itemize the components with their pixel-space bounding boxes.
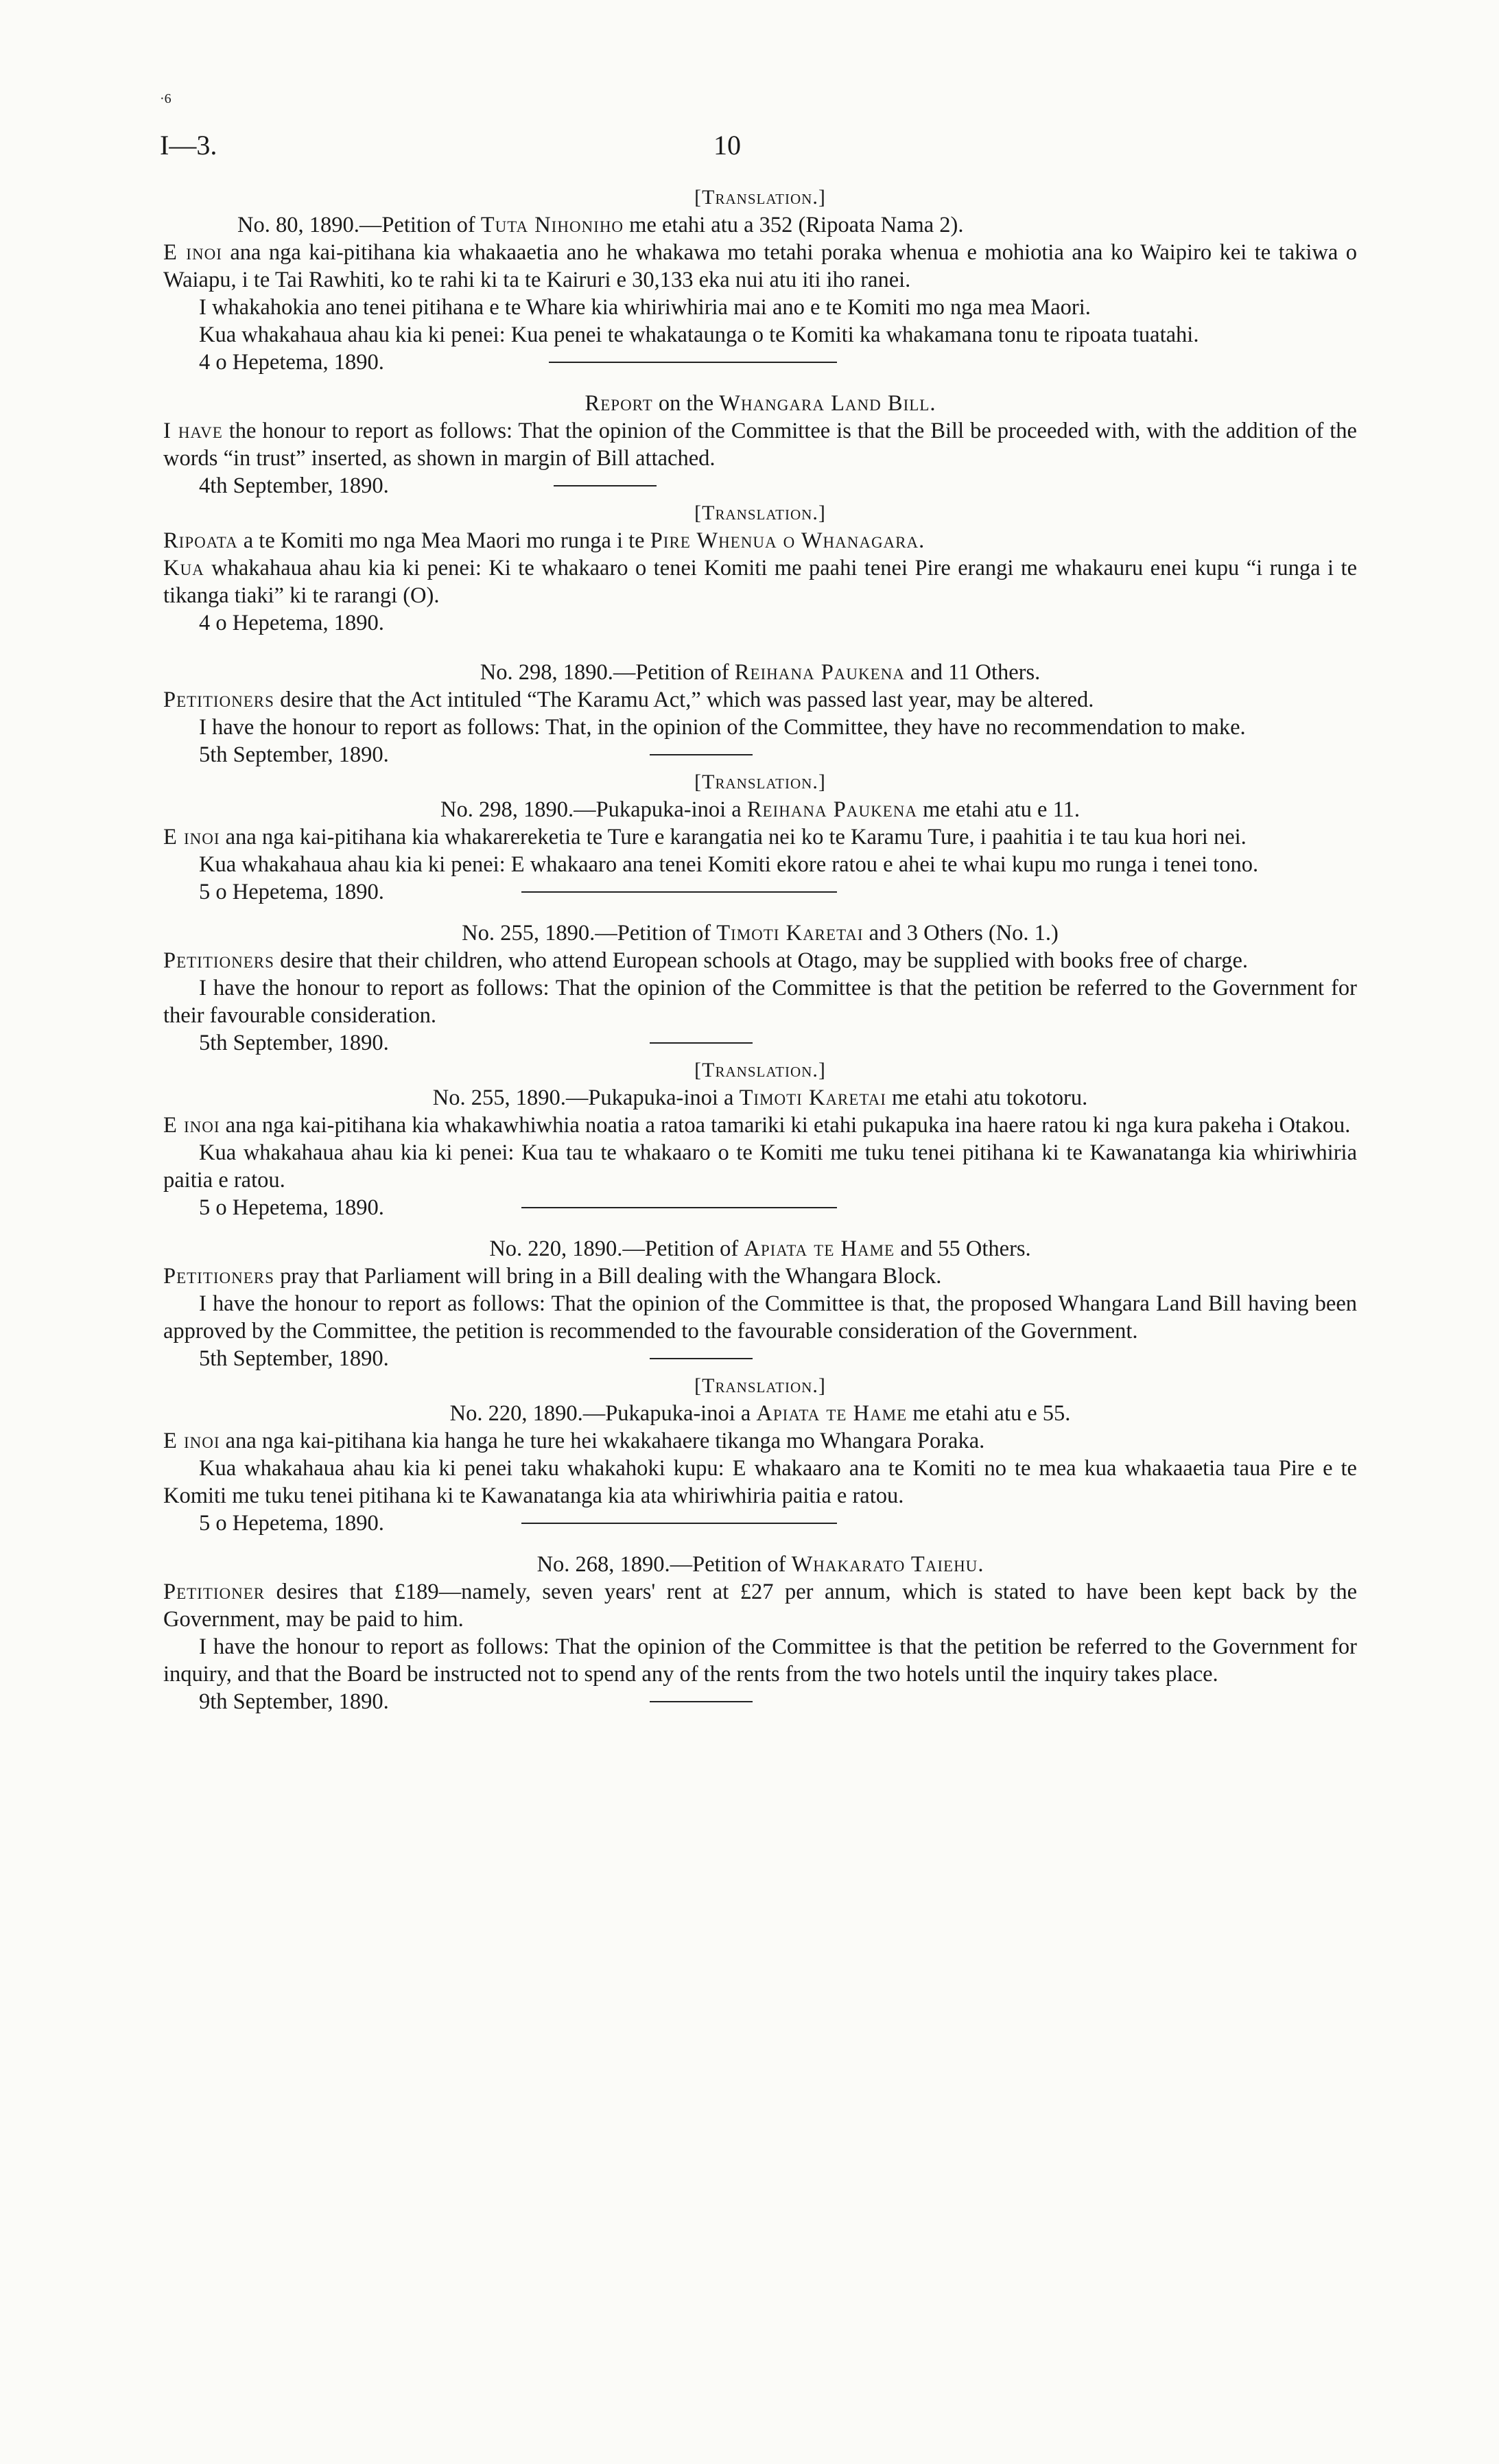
petition-body: Petitioners desire that the Act intituled “The Karamu Act,” which was passed last year, may be altered. xyxy=(163,688,1094,712)
date-rule xyxy=(521,1523,837,1524)
translation-date: 4 o Hepetema, 1890. xyxy=(199,611,384,635)
date-rule xyxy=(650,1701,753,1702)
petition-note: I whakahokia ano tenei pitihana e te Whare kia whiriwhiria mai ano e te Komiti mo nga mea Maori. xyxy=(199,295,1091,320)
translation-label: [Translation.] xyxy=(694,186,826,209)
translation-label: [Translation.] xyxy=(694,1059,826,1081)
translation-heading: No. 220, 1890.—Pukapuka-inoi a Apiata te Hame me etahi atu e 55. xyxy=(449,1401,1071,1426)
date-rule xyxy=(549,362,837,363)
report-body: I have the honour to report as follows: That the opinion of the Committee is that the Bill be proceeded with, with the addition of the words “in trust” inserted, as shown in margin of Bill attached. xyxy=(163,419,1357,471)
petition-body: Petitioners desire that their children, who attend European schools at Otago, may be supplied with books free of charge. xyxy=(163,948,1249,973)
committee-report: I have the honour to report as follows: That the opinion of the Committee is that the petition be referred to the Government for their favourable consideration. xyxy=(163,976,1357,1028)
date-rule xyxy=(554,485,657,486)
petition-heading: No. 255, 1890.—Petition of Timoti Karetai and 3 Others (No. 1.) xyxy=(462,921,1059,946)
report-date: 5th September, 1890. xyxy=(199,1345,1357,1372)
committee-report: I have the honour to report as follows: That the opinion of the Committee is that, the proposed Whangara Land Bill having been approved by the Committee, the petition is recommended to the favourable consideration of the Government. xyxy=(163,1291,1357,1344)
petition-220-section xyxy=(163,1235,1357,1537)
petition-268-section xyxy=(163,1551,1357,1715)
translation-date: 5 o Hepetema, 1890. xyxy=(199,1194,1357,1221)
petition-heading: No. 268, 1890.—Petition of Whakarato Taiehu. xyxy=(536,1552,984,1577)
petition-heading: No. 220, 1890.—Petition of Apiata te Hame and 55 Others. xyxy=(489,1236,1031,1261)
date-rule xyxy=(650,1358,753,1359)
whangara-report-section xyxy=(163,390,1357,637)
petition-255-section xyxy=(163,919,1357,1221)
translation-body: E inoi ana nga kai-pitihana kia whakawhiwhia noatia a ratoa tamariki ki etahi pukapuka ina haere ratou ki nga kura pakeha i Otakou. xyxy=(163,1113,1351,1138)
translation-report: Kua whakahaua ahau kia ki penei: E whakaaro ana tenei Komiti ekore ratou e ahei te whai kupu mo runga i tenei tono. xyxy=(199,852,1259,877)
document-body xyxy=(163,184,1357,1715)
report-date: 4th September, 1890. xyxy=(199,472,1357,500)
translation-date: 5 o Hepetema, 1890. xyxy=(199,878,1357,906)
petition-heading: No. 80, 1890.—Petition of Tuta Nihoniho me etahi atu a 352 (Ripoata Nama 2). xyxy=(237,213,964,237)
petition-body: E inoi ana nga kai-pitihana kia whakaaetia ano he whakawa mo tetahi poraka whenua e mohiotia ana ko Waipiro kei te takiwa o Waiapu, i te Tai Rawhiti, ko te rahi ki ta te Kairuri e 30,133 eka nui atu iti iho ranei. xyxy=(163,240,1358,292)
translation-heading: Ripoata a te Komiti mo nga Mea Maori mo runga i te Pire Whenua o Whanagara. xyxy=(163,528,925,553)
petition-298-section xyxy=(163,659,1357,906)
committee-report: Kua whakahaua ahau kia ki penei: Kua penei te whakataunga o te Komiti ka whakamana tonu te ripoata tuatahi. xyxy=(199,322,1199,347)
report-date: 5th September, 1890. xyxy=(199,1029,1357,1057)
translation-report: Kua whakahaua ahau kia ki penei: Kua tau te whakaaro o te Komiti me tuku tenei pitihana ki te Kawanatanga kia whiriwhiria paitia e ratou. xyxy=(163,1140,1357,1193)
translation-body: E inoi ana nga kai-pitihana kia hanga he ture hei wkakahaere tikanga mo Whangara Poraka. xyxy=(163,1429,985,1453)
document-reference: I—3. xyxy=(160,130,217,161)
translation-body: E inoi ana nga kai-pitihana kia whakarereketia te Ture e karangatia nei ko te Karamu Ture, i paahitia i te tau kua hori nei. xyxy=(163,825,1247,849)
petition-body: Petitioners pray that Parliament will bring in a Bill dealing with the Whangara Block. xyxy=(163,1264,942,1289)
translation-label: [Translation.] xyxy=(694,502,826,524)
report-date: 5th September, 1890. xyxy=(199,741,1357,768)
petition-heading: No. 298, 1890.—Petition of Reihana Paukena and 11 Others. xyxy=(480,660,1041,685)
committee-report: I have the honour to report as follows: That, in the opinion of the Committee, they have no recommendation to make. xyxy=(199,715,1246,740)
translation-heading: No. 255, 1890.—Pukapuka-inoi a Timoti Karetai me etahi atu tokotoru. xyxy=(432,1086,1088,1110)
committee-report: I have the honour to report as follows: That the opinion of the Committee is that the petition be referred to the Government for inquiry, and that the Board be instructed not to spend any of the rents from the two hotels until the inquiry takes place. xyxy=(163,1634,1357,1687)
petition-body: Petitioner desires that £189—namely, seven years' rent at £27 per annum, which is stated to have been kept back by the Government, may be paid to him. xyxy=(163,1580,1357,1632)
date-rule xyxy=(521,891,837,893)
translation-label: [Translation.] xyxy=(694,1374,826,1397)
translation-date: 5 o Hepetema, 1890. xyxy=(199,1510,1357,1537)
translation-label: [Translation.] xyxy=(694,771,826,793)
report-heading: Report on the Whangara Land Bill. xyxy=(585,391,936,416)
translation-body: Kua whakahaua ahau kia ki penei: Ki te whakaaro o tenei Komiti me paahi tenei Pire erangi me whakauru enei kupu “i runga i te tikanga tiaki” ki te rarangi (O). xyxy=(163,556,1357,608)
translation-heading: No. 298, 1890.—Pukapuka-inoi a Reihana Paukena me etahi atu e 11. xyxy=(440,797,1080,822)
date-rule xyxy=(650,1042,753,1044)
page-number: 10 xyxy=(713,130,741,161)
report-date: 9th September, 1890. xyxy=(199,1688,1357,1715)
report-date: 4 o Hepetema, 1890. xyxy=(199,349,1357,376)
date-rule xyxy=(521,1207,837,1208)
translation-report: Kua whakahaua ahau kia ki penei taku whakahoki kupu: E whakaaro ana te Komiti no te mea kua whakaaetia taua Pire e te Komiti me tuku tenei pitihana ki te Kawanatanga kia ata whiriwhiria paitia e ratou. xyxy=(163,1456,1357,1508)
page-mark: ·6 xyxy=(160,91,172,106)
petition-80-section xyxy=(163,184,1357,376)
date-rule xyxy=(650,754,753,755)
